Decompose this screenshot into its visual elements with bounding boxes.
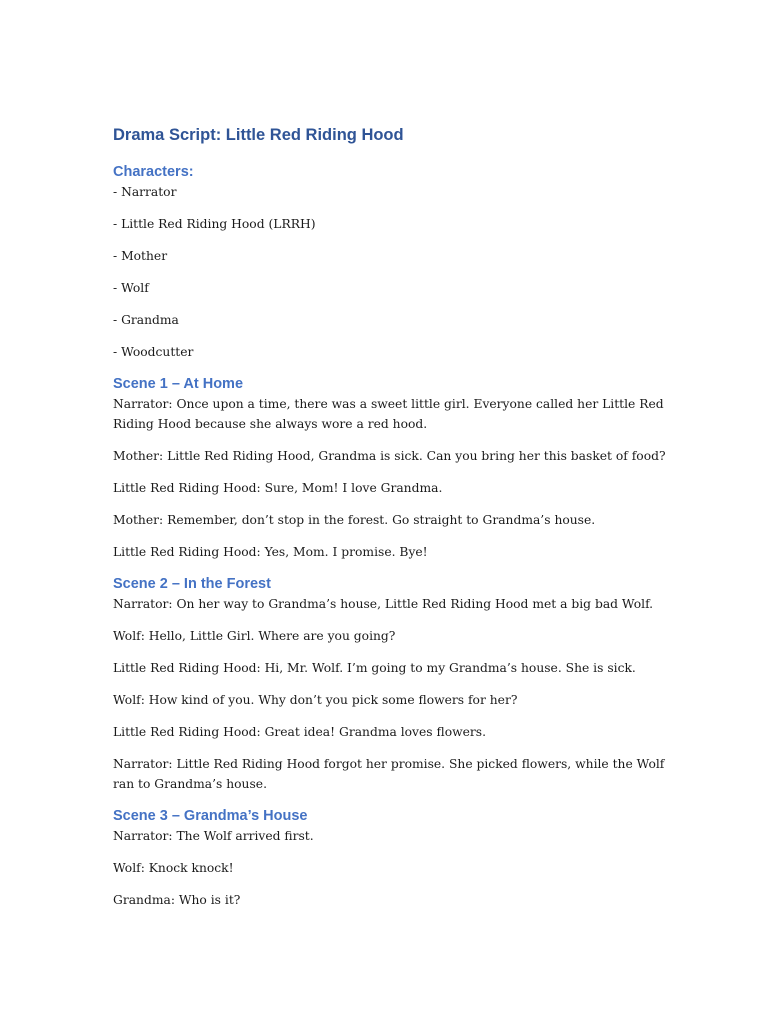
script-line: Narrator: Once upon a time, there was a sweet little girl. Everyone called her Little Red Riding Hood because she always wore a red hood.	[113, 397, 664, 431]
scene-3-lines	[113, 826, 673, 910]
document-page	[113, 124, 673, 910]
scene-2-heading: Scene 2 – In the Forest	[113, 576, 271, 592]
scene-1-lines	[113, 394, 673, 562]
scene-3-section	[113, 806, 673, 910]
scene-1-section	[113, 374, 673, 562]
scene-1-heading: Scene 1 – At Home	[113, 376, 244, 392]
script-line: Little Red Riding Hood: Sure, Mom! I love Grandma.	[113, 481, 443, 495]
script-line: Grandma: Who is it?	[113, 893, 241, 907]
script-line: Little Red Riding Hood: Yes, Mom. I promise. Bye!	[113, 545, 428, 559]
script-line: Wolf: Knock knock!	[113, 861, 234, 875]
character-item: - Wolf	[113, 281, 149, 295]
scene-2-section	[113, 574, 673, 794]
scene-3-heading: Scene 3 – Grandma’s House	[113, 808, 308, 824]
script-line: Little Red Riding Hood: Hi, Mr. Wolf. I’m going to my Grandma’s house. She is sick.	[113, 661, 636, 675]
character-item: - Woodcutter	[113, 345, 194, 359]
character-item: - Grandma	[113, 313, 179, 327]
character-item: - Mother	[113, 249, 168, 263]
script-line: Narrator: Little Red Riding Hood forgot her promise. She picked flowers, while the Wolf ran to Grandma’s house.	[113, 757, 665, 791]
document-title: Drama Script: Little Red Riding Hood	[113, 126, 404, 144]
characters-heading: Characters:	[113, 164, 194, 180]
characters-section	[113, 162, 673, 362]
script-line: Narrator: On her way to Grandma’s house, Little Red Riding Hood met a big bad Wolf.	[113, 597, 654, 611]
character-item: - Little Red Riding Hood (LRRH)	[113, 217, 316, 231]
script-line: Wolf: How kind of you. Why don’t you pick some flowers for her?	[113, 693, 518, 707]
script-line: Little Red Riding Hood: Great idea! Grandma loves flowers.	[113, 725, 487, 739]
script-line: Mother: Little Red Riding Hood, Grandma is sick. Can you bring her this basket of food?	[113, 449, 666, 463]
script-line: Narrator: The Wolf arrived first.	[113, 829, 314, 843]
scene-2-lines	[113, 594, 673, 794]
character-item: - Narrator	[113, 185, 177, 199]
script-line: Mother: Remember, don’t stop in the forest. Go straight to Grandma’s house.	[113, 513, 596, 527]
script-line: Wolf: Hello, Little Girl. Where are you going?	[113, 629, 396, 643]
characters-list	[113, 182, 673, 362]
